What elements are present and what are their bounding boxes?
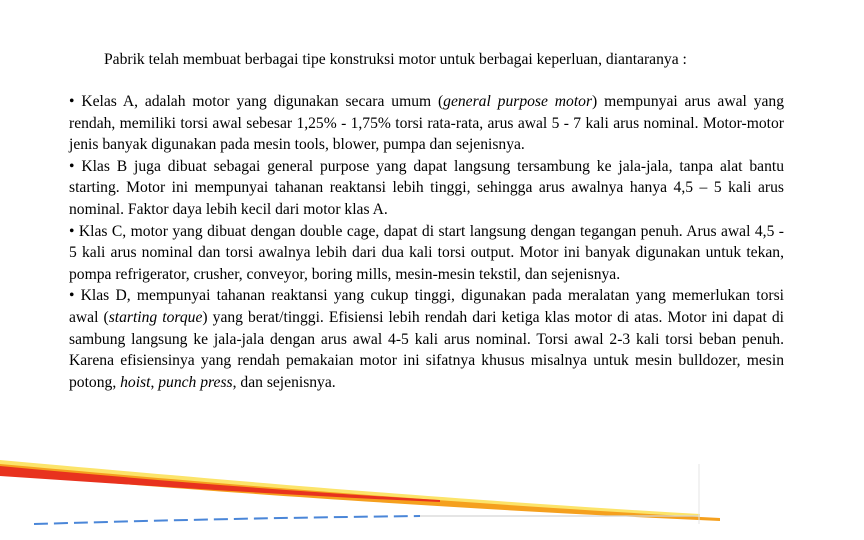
class-b-paragraph [69,156,784,221]
para-text-italic: general purpose motor [443,93,593,110]
intro-line: Pabrik telah membuat berbagai tipe konstruksi motor untuk berbagai keperluan, diantaranya : [104,51,687,68]
class-list [69,91,784,393]
para-text-italic: punch press [158,373,233,391]
swoosh-yellow-band [0,460,700,518]
swoosh-blue-dashed-rule [34,516,420,524]
para-text: • Kelas A, adalah motor yang digunakan secara umum ( [69,93,444,110]
class-c-paragraph [69,221,784,286]
para-text: • Klas C, motor yang dibuat dengan double cage, dapat di start langsung dengan tegangan penuh. Arus awal 4,5 - 5 kali arus nominal dan torsi awalnya lebih dari dua kali torsi output. Motor ini banyak digunakan untuk tekan, pompa refrigerator, crusher, conveyor, boring mills, mesin-mesin tekstil, dan sejenisnya. [69,222,784,283]
para-text-italic: hoist [120,373,151,391]
para-text: , dan sejenisnya. [232,373,336,391]
footer-swoosh-decoration [0,458,864,540]
para-text: , [150,373,159,391]
para-text: ) yang berat/tinggi. Efisiensi lebih rendah dari ketiga klas motor di atas. Motor ini dapat di sambung langsung ke jala-jala dengan arus awal 4-5 kali arus nominal. Torsi awal 2-3 kali torsi beban penuh. Karena efisiensinya yang rendah pemakaian motor ini sifatnya khusus misalnya untuk mesin bulldozer, mesin potong, [69,308,784,391]
para-text: • Klas D, mempunyai tahanan reaktansi yang cukup tinggi, digunakan pada meralatan yang memerlukan torsi awal ( [69,287,784,326]
para-text-italic: starting torque [108,308,203,326]
class-d-paragraph [69,285,784,393]
para-text: ) mempunyai arus awal yang rendah, memiliki torsi awal sebesar 1,25% - 1,75% torsi rata-rata, arus awal 5 - 7 kali arus nominal. Motor-motor jenis banyak digunakan pada mesin tools, blower, pumpa dan sejenisnya. [69,93,784,154]
class-a-paragraph [69,91,784,156]
para-text: • Klas B juga dibuat sebagai general purpose yang dapat langsung tersambung ke jala-jala, tanpa alat bantu starting. Motor ini mempunyai tahanan reaktansi lebih tinggi, sehingga arus awalnya hanya 4,5 – 5 kali arus nominal. Faktor daya lebih kecil dari motor klas A. [69,157,784,218]
